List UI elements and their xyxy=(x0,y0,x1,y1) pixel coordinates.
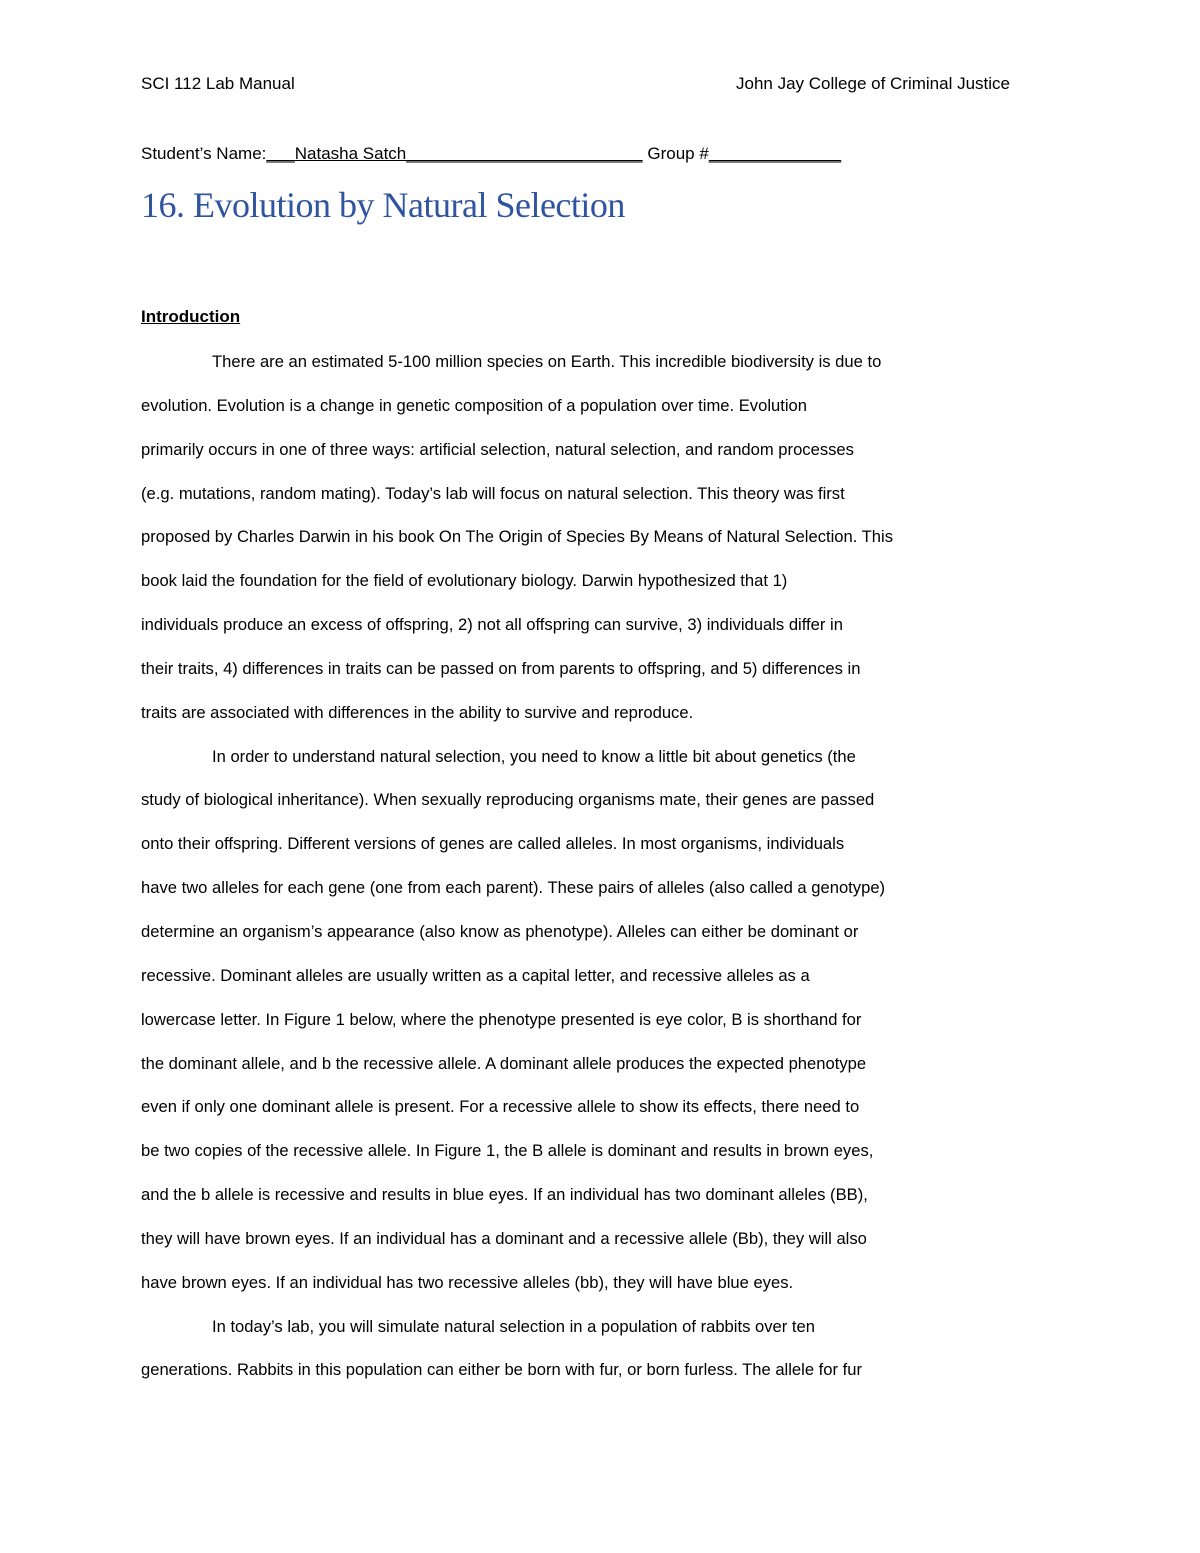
blank: _________________________ xyxy=(406,144,643,163)
name-label: Student’s Name: xyxy=(141,144,267,163)
text-line: study of biological inheritance). When sexually reproducing organisms mate, their genes are passed xyxy=(141,790,875,810)
text-line: lowercase letter. In Figure 1 below, where the phenotype presented is eye color, B is shorthand for xyxy=(141,1009,862,1029)
text-line: primarily occurs in one of three ways: artificial selection, natural selection, and random processes xyxy=(141,439,854,459)
page-title: 16. Evolution by Natural Selection xyxy=(141,185,625,225)
text-line: they will have brown eyes. If an individual has a dominant and a recessive allele (Bb), they will also xyxy=(141,1228,867,1248)
student-name-line xyxy=(141,144,841,164)
group-field[interactable]: ______________ xyxy=(708,144,842,163)
text-line: have two alleles for each gene (one from each parent). These pairs of alleles (also called a genotype) xyxy=(141,878,886,898)
text-line: determine an organism’s appearance (also know as phenotype). Alleles can either be dominant or xyxy=(141,921,859,941)
text-line: There are an estimated 5-100 million species on Earth. This incredible biodiversity is due to xyxy=(212,352,882,371)
blank: ___ xyxy=(266,144,295,163)
header-right: John Jay College of Criminal Justice xyxy=(735,74,1010,93)
text-line: In today’s lab, you will simulate natural selection in a population of rabbits over ten xyxy=(212,1316,815,1336)
text-line: be two copies of the recessive allele. In Figure 1, the B allele is dominant and results in brown eyes, xyxy=(141,1141,874,1161)
group-label: Group # xyxy=(642,144,709,163)
text-line: generations. Rabbits in this population can either be born with fur, or born furless. The allele for fur xyxy=(141,1360,863,1380)
name-field[interactable] xyxy=(266,144,642,163)
document-body xyxy=(141,350,1021,1402)
text-line: their traits, 4) differences in traits can be passed on from parents to offspring, and 5) differences in xyxy=(141,658,861,678)
text-line: and the b allele is recessive and results in blue eyes. If an individual has two dominant alleles (BB), xyxy=(141,1185,868,1205)
text-line: book laid the foundation for the field of evolutionary biology. Darwin hypothesized that 1) xyxy=(141,571,788,591)
paragraph xyxy=(141,745,1021,1315)
text-line: traits are associated with differences in the ability to survive and reproduce. xyxy=(141,702,694,722)
text-line: individuals produce an excess of offspring, 2) not all offspring can survive, 3) individuals differ in xyxy=(141,615,843,635)
text-line: even if only one dominant allele is present. For a recessive allele to show its effects, there need to xyxy=(141,1097,860,1117)
text-line: In order to understand natural selection, you need to know a little bit about genetics (the xyxy=(212,746,856,766)
text-line: have brown eyes. If an individual has two recessive alleles (bb), they will have blue eyes. xyxy=(141,1272,794,1292)
paragraph xyxy=(141,1315,1021,1403)
text-line: the dominant allele, and b the recessive allele. A dominant allele produces the expected phenotype xyxy=(141,1053,867,1073)
text-line: (e.g. mutations, random mating). Today’s lab will focus on natural selection. This theory was first xyxy=(141,483,845,503)
text-line: recessive. Dominant alleles are usually written as a capital letter, and recessive alleles as a xyxy=(141,965,810,985)
text-line: evolution. Evolution is a change in genetic composition of a population over time. Evolution xyxy=(141,395,808,415)
text-line: onto their offspring. Different versions of genes are called alleles. In most organisms, individuals xyxy=(141,834,845,854)
text-line: proposed by Charles Darwin in his book On The Origin of Species By Means of Natural Selection. This xyxy=(141,527,894,547)
paragraph xyxy=(141,350,1021,745)
header-left: SCI 112 Lab Manual xyxy=(141,74,295,93)
section-heading: Introduction xyxy=(141,307,241,326)
student-name: Natasha Satch xyxy=(294,144,407,163)
